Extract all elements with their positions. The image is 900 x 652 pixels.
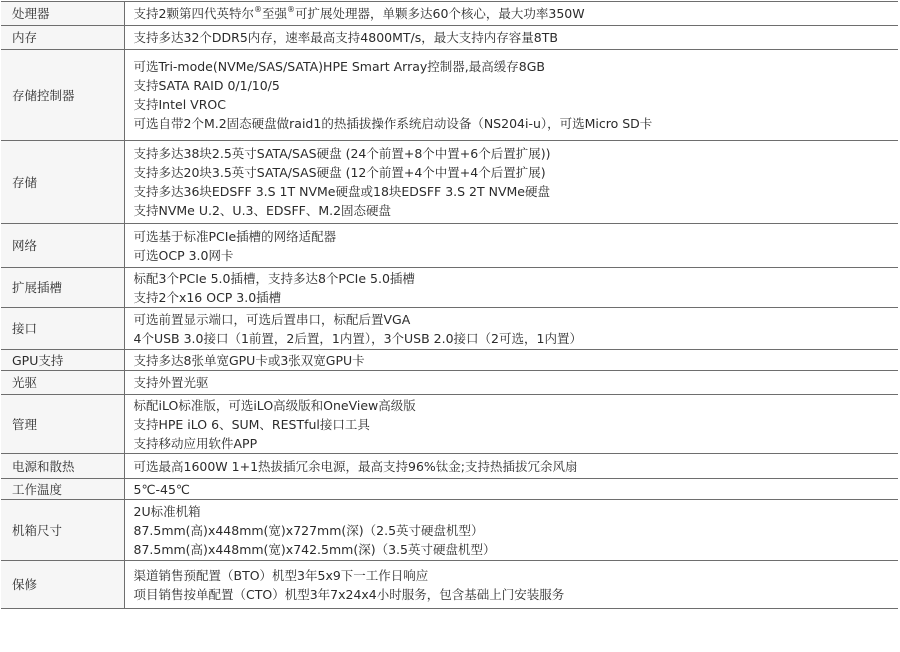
spec-value-line: 可选OCP 3.0网卡 [133, 247, 234, 263]
spec-value [124, 308, 898, 350]
spec-value-line: 支持多达36块EDSFF 3.S 1T NVMe硬盘或18块EDSFF 3.S 2T NVMe硬盘 [133, 184, 550, 199]
spec-label: 扩展插槽 [1, 268, 124, 308]
spec-value-line: 可选自带2个M.2固态硬盘做raid1的热插拔操作系统启动设备（NS204i-u），可选Micro SD卡 [133, 116, 653, 131]
spec-value-line: 标配3个PCIe 5.0插槽，支持多达8个PCIe 5.0插槽 [133, 270, 415, 286]
spec-value [124, 454, 898, 479]
spec-label: 内存 [1, 26, 124, 50]
registered-trademark-mark: ® [253, 4, 262, 14]
spec-row [1, 268, 898, 308]
spec-label: 机箱尺寸 [1, 500, 124, 561]
spec-value [124, 561, 898, 609]
spec-value-line: 支持2个x16 OCP 3.0插槽 [133, 289, 282, 305]
spec-value-line: 5℃-45℃ [133, 481, 190, 497]
spec-label: GPU支持 [1, 350, 124, 371]
spec-row [1, 350, 898, 371]
spec-value-line: 项目销售按单配置（CTO）机型3年7x24x4小时服务，包含基础上门安装服务 [133, 586, 565, 602]
spec-label: 工作温度 [1, 479, 124, 500]
spec-row [1, 371, 898, 395]
spec-text-segment: 支持2颗第四代英特尔 [133, 6, 254, 21]
spec-text-segment: 至强 [261, 6, 287, 21]
spec-value [124, 479, 898, 500]
spec-value [124, 371, 898, 395]
spec-value [124, 2, 898, 26]
spec-row [1, 561, 898, 609]
registered-trademark-mark: ® [286, 4, 295, 14]
spec-label: 存储控制器 [1, 50, 124, 141]
spec-row [1, 308, 898, 350]
spec-value-line: 支持多达8张单宽GPU卡或3张双宽GPU卡 [133, 352, 365, 368]
spec-value-line: 支持外置光驱 [133, 375, 209, 390]
spec-value-line: 87.5mm(高)x448mm(宽)x727mm(深)（2.5英寸硬盘机型） [133, 522, 484, 538]
spec-value-line: 87.5mm(高)x448mm(宽)x742.5mm(深)（3.5英寸硬盘机型） [133, 541, 496, 557]
spec-value [124, 224, 898, 268]
spec-value [124, 50, 898, 141]
spec-label: 网络 [1, 224, 124, 268]
spec-text-segment: 可扩展处理器，单颗多达60个核心，最大功率350W [294, 6, 585, 21]
spec-row [1, 141, 898, 224]
spec-label: 管理 [1, 395, 124, 454]
spec-row [1, 26, 898, 50]
spec-value [124, 500, 898, 561]
spec-value-line: 4个USB 3.0接口（1前置，2后置，1内置），3个USB 2.0接口（2可选，1内置） [133, 330, 582, 346]
spec-label: 存储 [1, 141, 124, 224]
spec-value-line: 支持HPE iLO 6、SUM、RESTful接口工具 [133, 416, 370, 432]
spec-value-line: 支持NVMe U.2、U.3、EDSFF、M.2固态硬盘 [133, 203, 392, 218]
spec-label: 接口 [1, 308, 124, 350]
spec-row [1, 500, 898, 561]
spec-table [1, 1, 898, 609]
spec-value [124, 350, 898, 371]
spec-value-line: 可选基于标准PCIe插槽的网络适配器 [133, 228, 337, 244]
spec-label: 处理器 [1, 2, 124, 26]
spec-label: 电源和散热 [1, 454, 124, 479]
spec-value-line: 标配iLO标准版，可选iLO高级版和OneView高级版 [133, 397, 416, 413]
spec-table-body [1, 2, 898, 609]
spec-value-line: 支持多达20块3.5英寸SATA/SAS硬盘 (12个前置+4个中置+4个后置扩展) [133, 165, 546, 180]
spec-value-line: 支持移动应用软件APP [133, 435, 258, 451]
spec-label: 光驱 [1, 371, 124, 395]
spec-value-line: 支持Intel VROC [133, 97, 226, 112]
spec-value-line: 支持多达32个DDR5内存，速率最高支持4800MT/s，最大支持内存容量8TB [133, 30, 558, 45]
spec-row [1, 224, 898, 268]
spec-value-line: 支持SATA RAID 0/1/10/5 [133, 78, 280, 93]
spec-value [124, 268, 898, 308]
spec-row [1, 479, 898, 500]
spec-value-line: 渠道销售预配置（BTO）机型3年5x9下一工作日响应 [133, 567, 429, 583]
spec-value-line: 可选最高1600W 1+1热拔插冗余电源，最高支持96%钛金;支持热插拔冗余风扇 [133, 458, 578, 474]
spec-value-line: 可选前置显示端口，可选后置串口，标配后置VGA [133, 311, 411, 327]
spec-value [124, 26, 898, 50]
spec-row [1, 50, 898, 141]
spec-value-line: 可选Tri-mode(NVMe/SAS/SATA)HPE Smart Array控制器,最高缓存8GB [133, 59, 545, 74]
spec-label: 保修 [1, 561, 124, 609]
spec-value-line: 2U标准机箱 [133, 503, 201, 519]
spec-row [1, 395, 898, 454]
spec-value [124, 395, 898, 454]
spec-value-line: 支持多达38块2.5英寸SATA/SAS硬盘 (24个前置+8个中置+6个后置扩展)) [133, 146, 551, 161]
spec-value [124, 141, 898, 224]
spec-value-line [134, 4, 899, 23]
spec-row [1, 2, 898, 26]
spec-row [1, 454, 898, 479]
